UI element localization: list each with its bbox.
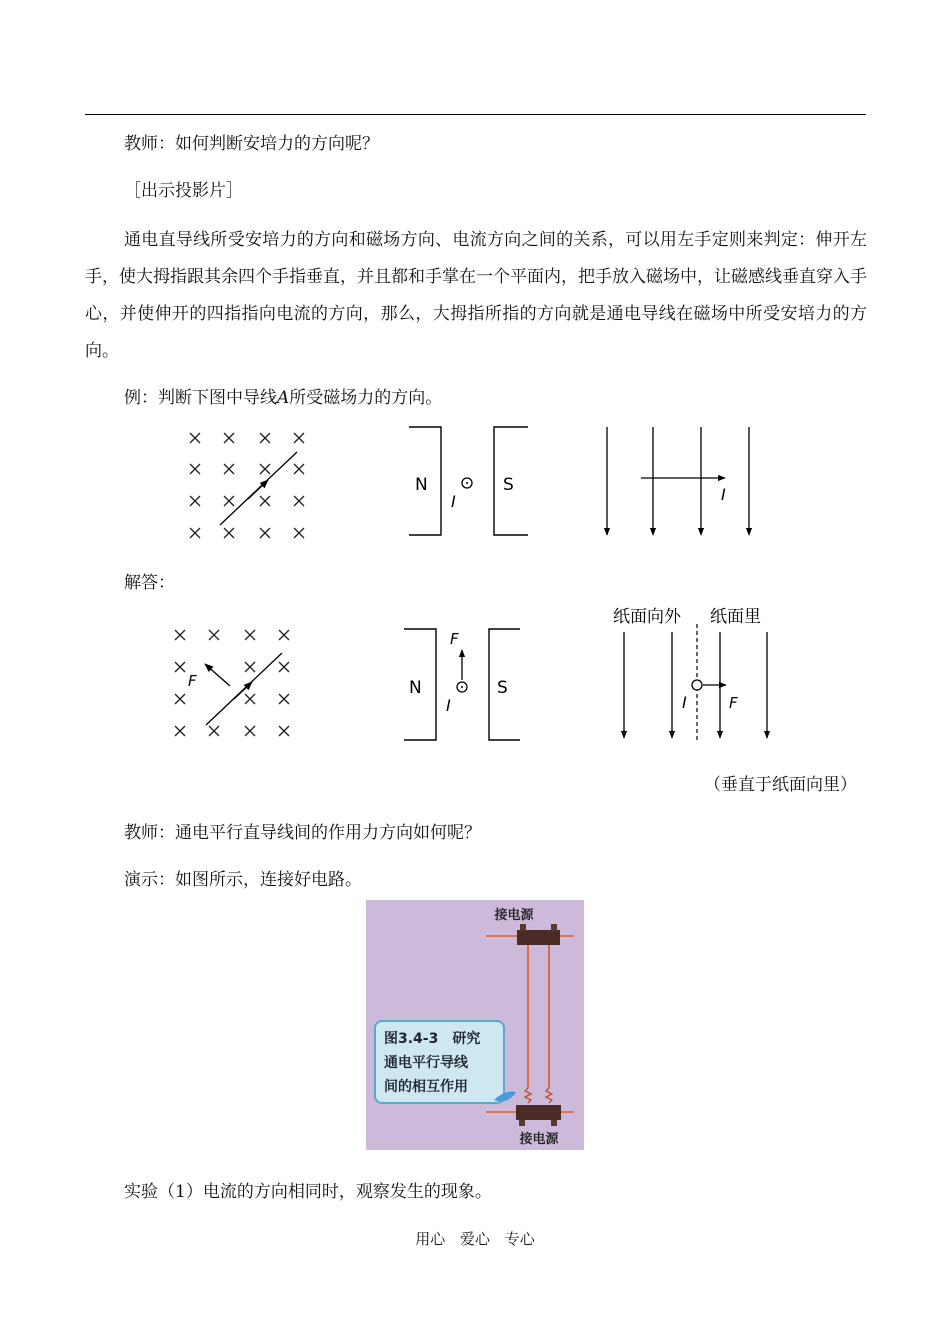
bottom-terminal	[516, 1105, 561, 1120]
cross-marks	[190, 433, 304, 538]
question-fig-field-into-page	[180, 425, 320, 545]
bottom-power-label: 接电源	[519, 1132, 559, 1147]
answer-label: 解答：	[124, 573, 175, 593]
answer-fig-field-into-page	[168, 622, 308, 744]
label-s: S	[497, 678, 508, 698]
label-n: N	[415, 475, 428, 495]
page-footer	[0, 1228, 950, 1249]
answer-fig-magnet	[400, 622, 530, 744]
wire-cross-section	[692, 680, 702, 690]
caption-line-1: 图3.4-3 研究	[384, 1031, 481, 1047]
footer-word-2: 爱心	[459, 1230, 490, 1248]
answer-fig-downward-field	[610, 600, 780, 748]
example-question: 例：判断下图中导线A所受磁场力的方向。	[124, 388, 443, 408]
show-slide-note: ［出示投影片］	[124, 181, 243, 201]
label-s: S	[503, 475, 514, 495]
footer-word-3: 专心	[504, 1230, 535, 1248]
current-arrow	[234, 682, 252, 699]
parallel-wires-photo	[366, 900, 584, 1150]
label-f: F	[729, 694, 738, 712]
label-f: F	[450, 630, 459, 648]
label-i: I	[446, 696, 451, 715]
label-f: F	[188, 672, 197, 690]
label-out-of-page: 纸面向外	[613, 607, 681, 627]
caption-line-3: 间的相互作用	[384, 1079, 468, 1095]
demo-instruction: 演示：如图所示，连接好电路。	[124, 870, 362, 890]
caption-line-2: 通电平行导线	[384, 1055, 468, 1071]
experiment-1: 实验（1）电流的方向相同时，观察发生的现象。	[124, 1182, 492, 1202]
question-fig-downward-field	[595, 425, 765, 540]
current-arrow	[248, 480, 268, 499]
label-i: I	[721, 485, 726, 504]
question-fig-magnet	[405, 425, 535, 540]
label-into-page: 纸面里	[710, 607, 761, 627]
footer-word-1: 用心	[415, 1230, 446, 1248]
label-i: I	[451, 492, 456, 511]
left-hand-rule-paragraph: 通电直导线所受安培力的方向和磁场方向、电流方向之间的关系，可以用左手定则来判定：伸开左手，使大拇指跟其余四个手指垂直，并且都和手掌在一个平面内，把手放入磁场中，让磁感线垂直穿入手心，并使伸开的四指指向电流的方向，那么，大拇指所指的方向就是通电导线在磁场中所受安培力的方向。	[85, 230, 867, 361]
teacher-question-2: 教师：通电平行直导线间的作用力方向如何呢？	[124, 823, 481, 843]
teacher-question-1: 教师：如何判断安培力的方向呢？	[124, 134, 379, 154]
label-n: N	[409, 678, 422, 698]
top-terminal	[517, 930, 560, 945]
top-power-label: 接电源	[494, 908, 534, 923]
header-rule	[85, 114, 866, 115]
answer-note: （垂直于纸面向里）	[704, 775, 857, 795]
label-i: I	[682, 693, 687, 712]
force-arrow	[205, 664, 230, 686]
